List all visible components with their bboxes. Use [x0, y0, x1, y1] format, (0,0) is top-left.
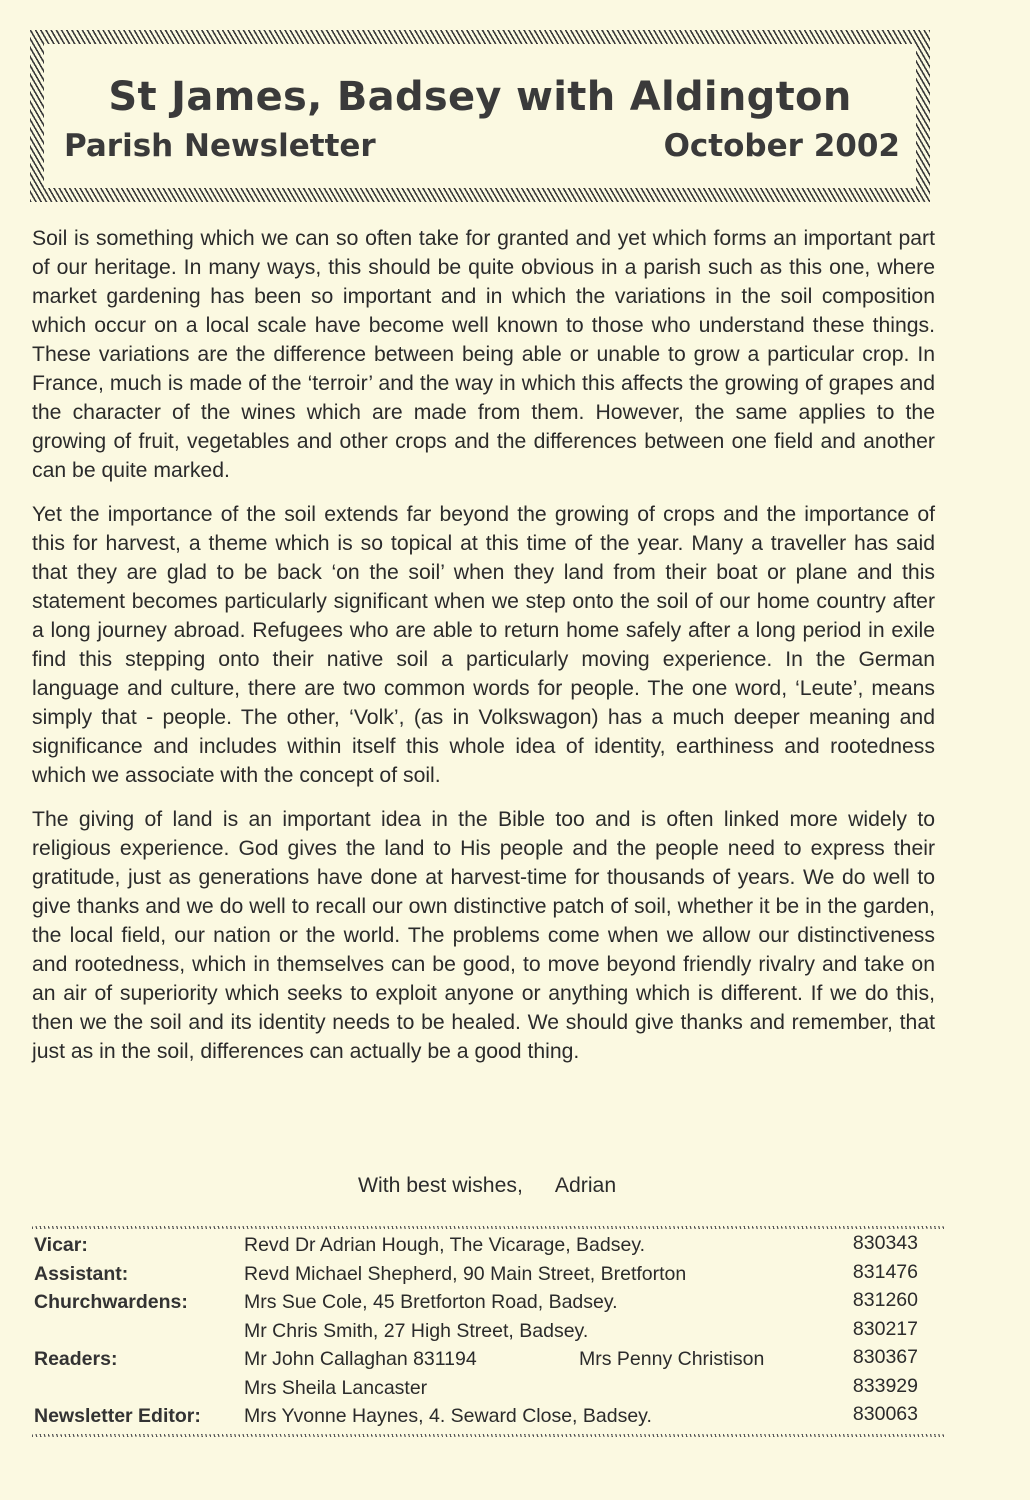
- contact-phone: 831476: [852, 1260, 918, 1283]
- contact-role: Assistant:: [34, 1262, 129, 1285]
- contact-detail: Mrs Sheila Lancaster: [244, 1376, 428, 1399]
- contact-row: [34, 1374, 934, 1406]
- contact-detail: Mrs Yvonne Haynes, 4. Seward Close, Badsey.: [244, 1405, 652, 1427]
- contact-phone: 830217: [852, 1317, 918, 1340]
- contact-phone: 833929: [852, 1374, 918, 1397]
- contact-row: [34, 1405, 934, 1434]
- signoff: [358, 1174, 616, 1198]
- signature: Adrian: [554, 1174, 617, 1197]
- contact-detail: Mr Chris Smith, 27 High Street, Badsey.: [244, 1319, 589, 1342]
- signoff-text: With best wishes,: [358, 1174, 523, 1197]
- contact-row: [34, 1348, 934, 1377]
- contact-detail: Mrs Sue Cole, 45 Bretforton Road, Badsey.: [244, 1291, 618, 1313]
- newsletter-title: St James, Badsey with Aldington: [108, 74, 852, 120]
- contact-role: Vicar:: [34, 1234, 88, 1256]
- paragraph: The giving of land is an important idea in the Bible too and is often linked more widely to religious experience. God gives the land to His people and the people need to express their gratitude, just as generations have done at harvest-time for thousands of years. We do well to give thanks and we do well to recall our own distinctive patch of soil, whether it be in the garden, the local field, our nation or the world. The problems come when we allow our distinctiveness and rootedness, which in themselves can be good, to move beyond friendly rivalry and take on an air of superiority which seeks to exploit anyone or anything which is different. If we do this, then we the soil and its identity needs to be healed. We should give thanks and remember, that just as in the soil, differences can actually be a good thing.: [32, 808, 935, 1063]
- contact-detail: Revd Michael Shepherd, 90 Main Street, Bretforton: [244, 1262, 687, 1285]
- top-divider: [32, 1226, 944, 1229]
- bottom-divider: [32, 1434, 944, 1437]
- letter-body: [32, 224, 935, 1081]
- contact-role: Readers:: [34, 1348, 118, 1370]
- issue-date: October 2002: [663, 128, 900, 164]
- masthead: [30, 30, 930, 202]
- contact-phone: 830063: [852, 1403, 918, 1425]
- contact-row: [34, 1291, 934, 1320]
- contact-phone: 830367: [852, 1346, 918, 1368]
- contact-row: [34, 1317, 934, 1349]
- contact-row: [34, 1260, 934, 1292]
- newsletter-subtitle: Parish Newsletter: [64, 128, 376, 164]
- contact-detail: Mr John Callaghan 831194: [244, 1348, 477, 1370]
- contact-detail-secondary: Mrs Penny Christison: [579, 1348, 765, 1370]
- contact-role: Newsletter Editor:: [34, 1405, 201, 1427]
- masthead-inner: [44, 44, 916, 188]
- paragraph: Soil is something which we can so often take for granted and yet which forms an important part of our heritage. In many ways, this should be quite obvious in a parish such as this one, where market gardening has been so important and in which the variations in the soil composition which occur on a local scale have become well known to those who understand these things. These variations are the difference between being able or unable to grow a particular crop. In France, much is made of the ‘terroir’ and the way in which this affects the growing of grapes and the character of the wines which are made from them. However, the same applies to the growing of fruit, vegetables and other crops and the differences between one field and another can be quite marked.: [32, 227, 935, 482]
- paragraph: Yet the importance of the soil extends far beyond the growing of crops and the importance of this for harvest, a theme which is so topical at this time of the year. Many a traveller has said that they are glad to be back ‘on the soil’ when they land from their boat or plane and this statement becomes particularly significant when we step onto the soil of our home country after a long journey abroad. Refugees who are able to return home safely after a long period in exile find this stepping onto their native soil a particularly moving experience. In the German language and culture, there are two common words for people. The one word, ‘Leute’, means simply that - people. The other, ‘Volk’, (as in Volkswagon) has a much deeper meaning and significance and includes within itself this whole idea of identity, earthiness and rootedness which we associate with the concept of soil.: [32, 503, 935, 787]
- contacts-table: [34, 1234, 934, 1434]
- contact-phone: 831260: [852, 1289, 918, 1311]
- contact-detail: Revd Dr Adrian Hough, The Vicarage, Badsey.: [244, 1234, 646, 1256]
- contact-phone: 830343: [852, 1232, 918, 1254]
- contact-row: [34, 1234, 934, 1263]
- contact-role: Churchwardens:: [34, 1291, 188, 1313]
